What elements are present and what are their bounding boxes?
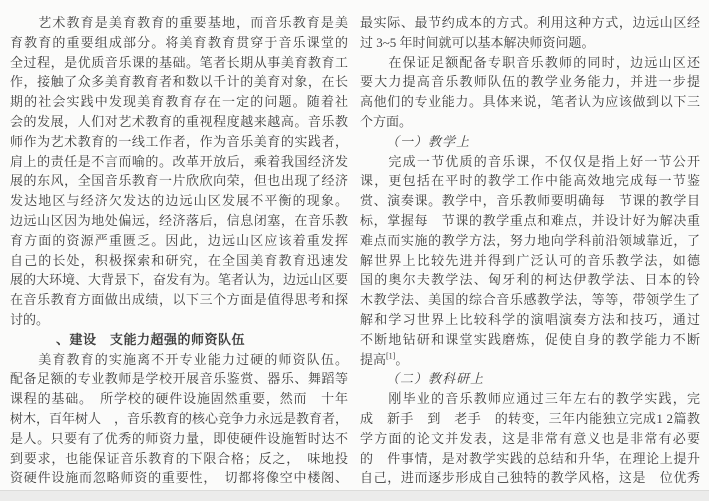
text-line: 刚毕业的音乐教师应通过三年左右的教学实践，完 <box>360 391 700 407</box>
text-line: 、建设 支能力超强的师资队伍 <box>56 331 246 347</box>
text-line: 赏、演奏课。教学中，音乐教师要明确每 节课的教学目 <box>360 193 700 209</box>
text-line: 艺术教育是美育教育的重要基地，而音乐教育是美 <box>10 15 348 30</box>
text-line: 到要求，也能保证音乐教育的下限合格；反之， 味地投 <box>10 450 348 466</box>
text-line: 全过程，是优质音乐课的基础。笔者长期从事美育教育工 <box>10 54 348 70</box>
text-line: 展的大环境、大背景下，奋发有为。笔者认为，边远山区要 <box>10 272 348 288</box>
text-line: （二）教科研上 <box>386 371 485 387</box>
page-footer-strip <box>0 490 709 501</box>
right-column <box>360 13 700 488</box>
text-line: 讨的。 <box>10 311 50 327</box>
text-line: 展的东风，全国音乐教育一片欣欣向荣，但也出现了经济 <box>10 173 348 189</box>
text-line: 木教学法、美国的综合音乐感教学法，等等，带领学生了 <box>360 292 700 308</box>
text-line: 完成一节优质的音乐课，不仅仅是指上好一节公开 <box>360 153 700 169</box>
text-line: 自己的长处，积极探索和研究，在全国美育教育迅速发 <box>10 252 348 268</box>
text-line: 育方面的资源严重匮乏。因此，边远山区应该着重发挥 <box>10 232 348 248</box>
text-line: 期的社会实践中发现美育教育存在一定的问题。随着社 <box>10 94 348 110</box>
text-line: 的 件事情，是对教学实践的总结和升华，在理论上提升 <box>360 450 700 466</box>
text-line: 树木，百年树人 ，音乐教育的核心竞争力永远是教育者， <box>10 410 348 426</box>
text-line: 解世界上比较先进并得到广泛认可的音乐教学法，如德 <box>360 252 700 268</box>
text-line: 边远山区因为地处偏远，经济落后，信息闭塞，在音乐教 <box>10 212 348 228</box>
text-line: 课程的基础。 所学校的硬件设施固然重要，然而 十年 <box>10 391 348 407</box>
text-line: （一）教学上 <box>386 133 471 149</box>
text-line: 个方面。 <box>360 113 413 129</box>
text-line: 要大力提高音乐教师队伍的教学业务能力，并进一步提 <box>360 74 700 90</box>
text-line: 课，更包括在平时的教学工作中能高效地完成每一节鉴 <box>360 173 700 189</box>
text-line: 最实际、最节约成本的方式。利用这种方式，边远山区经 <box>360 15 700 30</box>
text-line: 是人。只要有了优秀的师资力量，即使硬件设施暂时达不 <box>10 430 348 446</box>
text-line: 高他们的专业能力。具体来说，笔者认为应该做到以下三 <box>360 94 700 110</box>
text-line: 师作为艺术教育的一线工作者，作为音乐美育的实践者， <box>10 133 348 149</box>
text-line: 提高[1]。 <box>360 351 409 367</box>
text-line: 美育教育的实施离不开专业能力过硬的师资队伍。 <box>10 351 348 367</box>
text-line: 育教育的重要组成部分。将美育教育贯穿于音乐课堂的 <box>10 34 348 50</box>
text-line: 不断地钻研和课堂实践磨炼，促使自身的教学能力不断 <box>360 331 700 347</box>
text-line: 作，接触了众多美育教育者和数以千计的美育对象，在长 <box>10 74 348 90</box>
text-line: 标，掌握每 节课的教学重点和难点，并设计好为解决重 <box>360 212 700 228</box>
text-line: 在音乐教育方面做出成绩，以下三个方面是值得思考和探 <box>10 292 348 308</box>
text-line: 成 新手 到 老手 的转变，三年内能独立完成1 2篇教 <box>360 410 700 426</box>
text-line: 解和学习世界上比较科学的演唱演奏方法和技巧，通过 <box>360 311 700 327</box>
text-line: 国的奥尔夫教学法、匈牙利的柯达伊教学法、日本的铃 <box>360 272 700 288</box>
text-line: 过 3~5 年时间就可以基本解决师资问题。 <box>360 34 595 50</box>
text-line: 难点而实施的教学方法，努力地向学科前沿领域靠近，了 <box>360 232 700 248</box>
text-line: 会的发展，人们对艺术教育的重视程度越来越高。音乐教 <box>10 113 348 129</box>
text-line: 发达地区与经济欠发达的边远山区发展不平衡的现象。 <box>10 193 348 209</box>
text-line: 自己，进而逐步形成自己独特的教学风格，这是 位优秀 <box>360 470 700 486</box>
text-line: 配备足额的专业教师是学校开展音乐鉴赏、器乐、舞蹈等 <box>10 371 348 387</box>
text-line: 资硬件设施而忽略师资的重要性， 切都将像空中楼阁、 <box>10 470 348 486</box>
left-column <box>10 13 348 488</box>
text-line: 学方面的论文并发表，这是非常有意义也是非常有必要 <box>360 430 700 446</box>
text-line: 在保证足额配备专职音乐教师的同时，边远山区还 <box>360 54 700 70</box>
text-line: 肩上的责任是不言而喻的。改革开放后，乘着我国经济发 <box>10 153 348 169</box>
